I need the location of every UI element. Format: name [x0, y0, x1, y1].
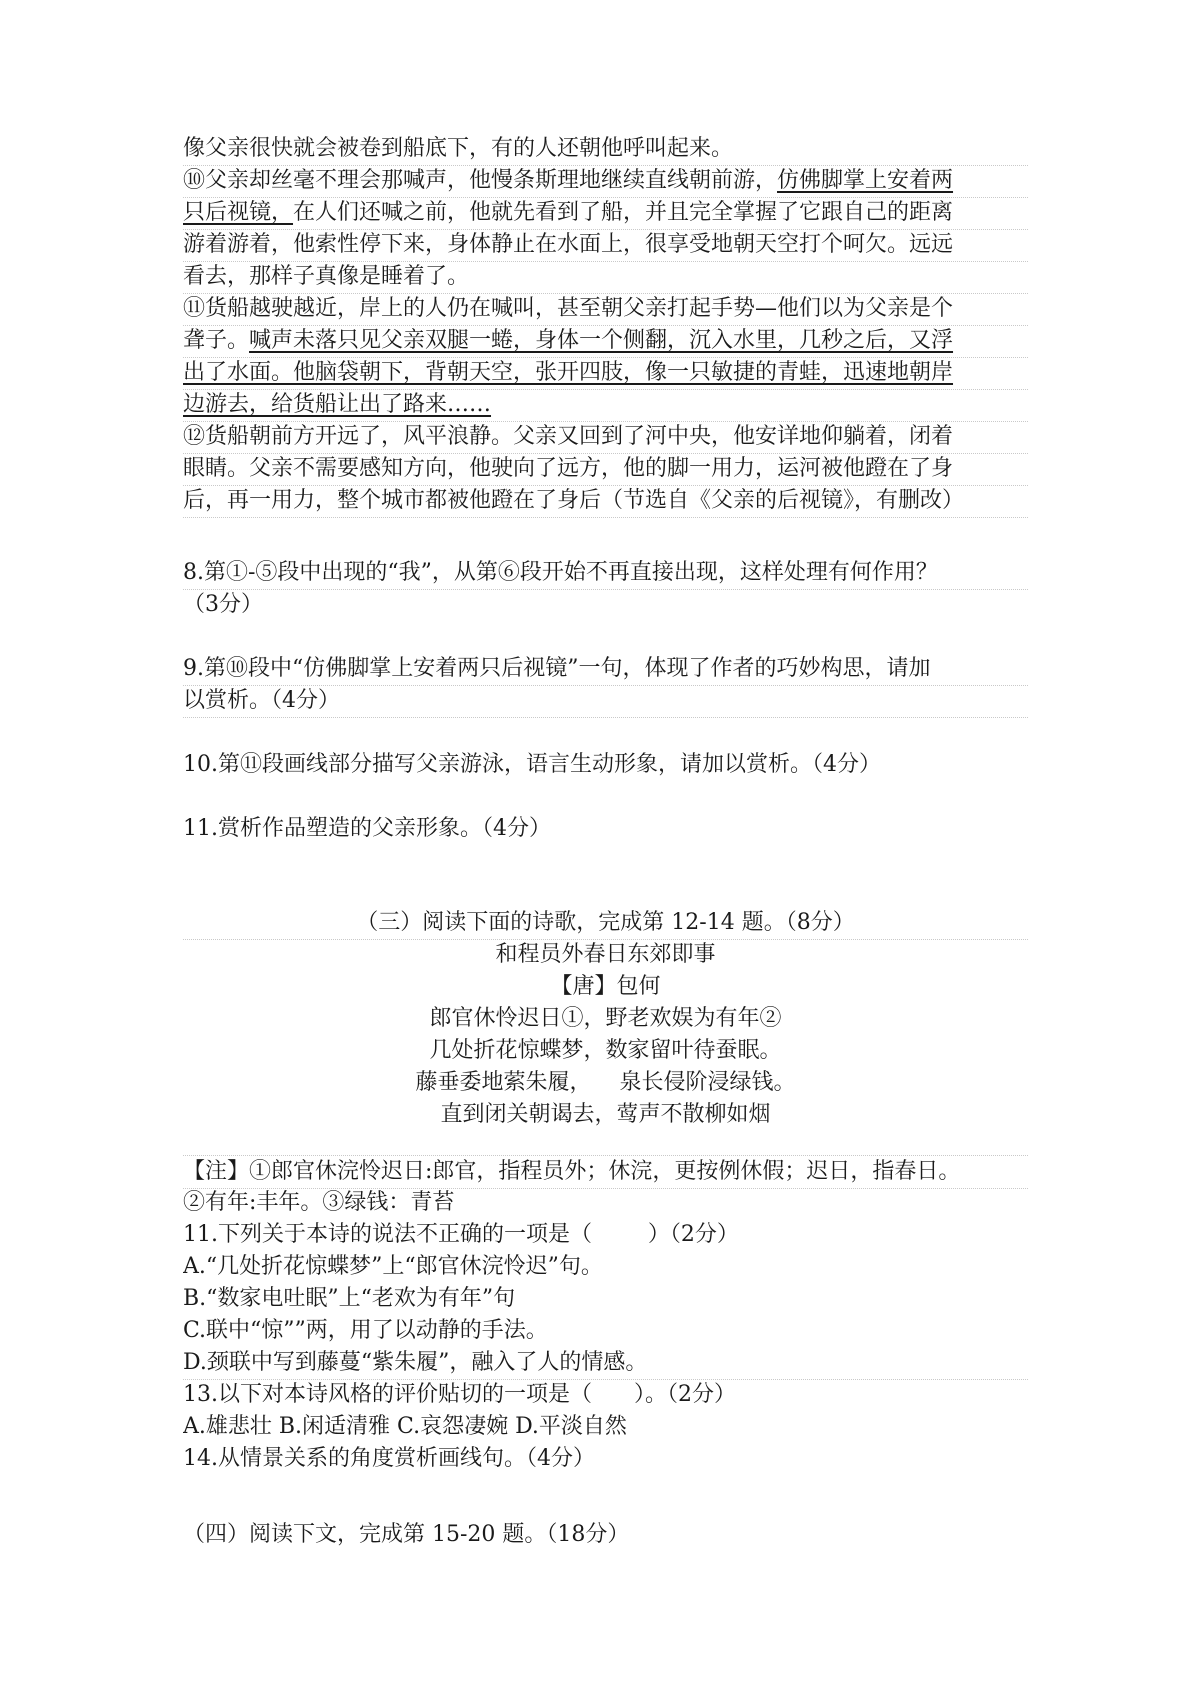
text: 11.赏析作品塑造的父亲形象。（4分）	[183, 816, 551, 841]
passage-line	[183, 261, 1028, 294]
text: ⑫货船朝前方开远了，风平浪静。父亲又回到了河中央，他安详地仰躺着，闭着	[183, 424, 954, 449]
passage-line	[183, 197, 1028, 230]
text: 后，再一用力，整个城市都被他蹬在了身后（节选自《父亲的后视镜》，有删改）	[183, 488, 965, 513]
poem-note-cont	[183, 1187, 1028, 1219]
passage-line	[183, 165, 1028, 198]
question-8	[183, 557, 1028, 590]
passage-line	[183, 453, 1028, 486]
option	[183, 1283, 1028, 1315]
text: 【唐】包何	[550, 974, 661, 999]
poem-author	[183, 971, 1028, 1003]
text: B.“数家电吐眠”上“老欢为有年”句	[183, 1286, 516, 1311]
text: 10.第⑪段画线部分描写父亲游泳，语言生动形象，请加以赏析。（4分）	[183, 752, 881, 777]
text: 11.下列关于本诗的说法不正确的一项是（ ）（2分）	[183, 1222, 739, 1247]
question-14	[183, 1443, 1028, 1475]
passage-line	[183, 229, 1028, 262]
text: 几处折花惊蝶梦，数家留叶待蚕眠。	[429, 1038, 782, 1063]
text: （四）阅读下文，完成第 15-20 题。（18分）	[183, 1522, 630, 1547]
text: 游着游着，他索性停下来，身体静止在水面上，很享受地朝天空打个呵欠。远远	[183, 232, 954, 257]
poem-note	[183, 1155, 1028, 1189]
text: 藤垂委地萦朱履， 泉长侵阶浸绿钱。	[415, 1070, 796, 1095]
passage-line	[183, 421, 1028, 454]
question-11	[183, 813, 1028, 845]
passage-line	[183, 357, 1028, 390]
passage-line	[183, 133, 1028, 166]
poem-line	[183, 1003, 1028, 1035]
question-13-options	[183, 1411, 1028, 1443]
underlined-text: 只后视镜，	[183, 200, 294, 225]
question-8-score	[183, 589, 1028, 621]
poem-line	[183, 1099, 1028, 1131]
text: （三）阅读下面的诗歌，完成第 12-14 题。（8分）	[356, 910, 855, 935]
text: 【注】①郎官休浣怜迟日:郎官，指程员外；休浣，更按例休假；迟日，指春日。	[183, 1159, 961, 1184]
text: 9.第⑩段中“仿佛脚掌上安着两只后视镜”一句，体现了作者的巧妙构思，请加	[183, 656, 931, 681]
option	[183, 1251, 1028, 1283]
text: 聋子。	[183, 328, 250, 353]
question-9	[183, 653, 1028, 686]
text: 直到闭关朝谒去，莺声不散柳如烟	[440, 1102, 771, 1127]
text: 13.以下对本诗风格的评价贴切的一项是（ ）。（2分）	[183, 1382, 736, 1407]
section-4-heading	[183, 1519, 1028, 1551]
poem-line	[183, 1035, 1028, 1067]
text: ⑪货船越驶越近，岸上的人仍在喊叫，甚至朝父亲打起手势—他们以为父亲是个	[183, 296, 954, 321]
underlined-text: 出了水面。他脑袋朝下，背朝天空，张开四肢，像一只敏捷的青蛙，迅速地朝岸	[183, 360, 954, 385]
passage-line	[183, 389, 1028, 422]
text: 看去，那样子真像是睡着了。	[183, 264, 470, 289]
underlined-text: 喊声未落只见父亲双腿一蜷，身体一个侧翻，沉入水里，几秒之后，又浮	[249, 328, 954, 353]
poem-section-heading	[183, 907, 1028, 940]
text: 8.第①-⑤段中出现的“我”，从第⑥段开始不再直接出现，这样处理有何作用？	[183, 560, 938, 585]
underlined-text: 边游去，给货船让出了路来……	[183, 392, 492, 417]
text: A.雄悲壮 B.闲适清雅 C.哀怨凄婉 D.平淡自然	[183, 1414, 627, 1439]
text: 郎官休怜迟日①，野老欢娱为有年②	[429, 1006, 782, 1031]
underlined-text: 仿佛脚掌上安着两	[777, 168, 954, 193]
passage-line	[183, 485, 1028, 518]
text: 在人们还喊之前，他就先看到了船，并且完全掌握了它跟自己的距离	[293, 200, 954, 225]
text: （3分）	[183, 592, 263, 617]
text: 眼睛。父亲不需要感知方向，他驶向了远方，他的脚一用力，运河被他蹬在了身	[183, 456, 954, 481]
text: 以赏析。（4分）	[183, 688, 340, 713]
poem-title	[183, 939, 1028, 971]
text: 像父亲很快就会被卷到船底下，有的人还朝他呼叫起来。	[183, 136, 734, 161]
option	[183, 1315, 1028, 1347]
question-10	[183, 749, 1028, 781]
text: D.颈联中写到藤蔓“紫朱履”，融入了人的情感。	[183, 1350, 648, 1375]
text: 14.从情景关系的角度赏析画线句。（4分）	[183, 1446, 595, 1471]
text: ②有年:丰年。③绿钱：青苔	[183, 1190, 455, 1215]
text: C.联中“惊””两，用了以动静的手法。	[183, 1318, 548, 1343]
passage-line	[183, 325, 1028, 358]
question-9-cont	[183, 685, 1028, 718]
text: A.“几处折花惊蝶梦”上“郎官休浣怜迟”句。	[183, 1254, 603, 1279]
question-12	[183, 1219, 1028, 1251]
poem-line	[183, 1067, 1028, 1099]
question-13	[183, 1379, 1028, 1411]
passage-line	[183, 293, 1028, 326]
text: ⑩父亲却丝毫不理会那喊声，他慢条斯理地继续直线朝前游，	[183, 168, 778, 193]
option	[183, 1347, 1028, 1380]
text: 和程员外春日东郊即事	[495, 942, 716, 967]
